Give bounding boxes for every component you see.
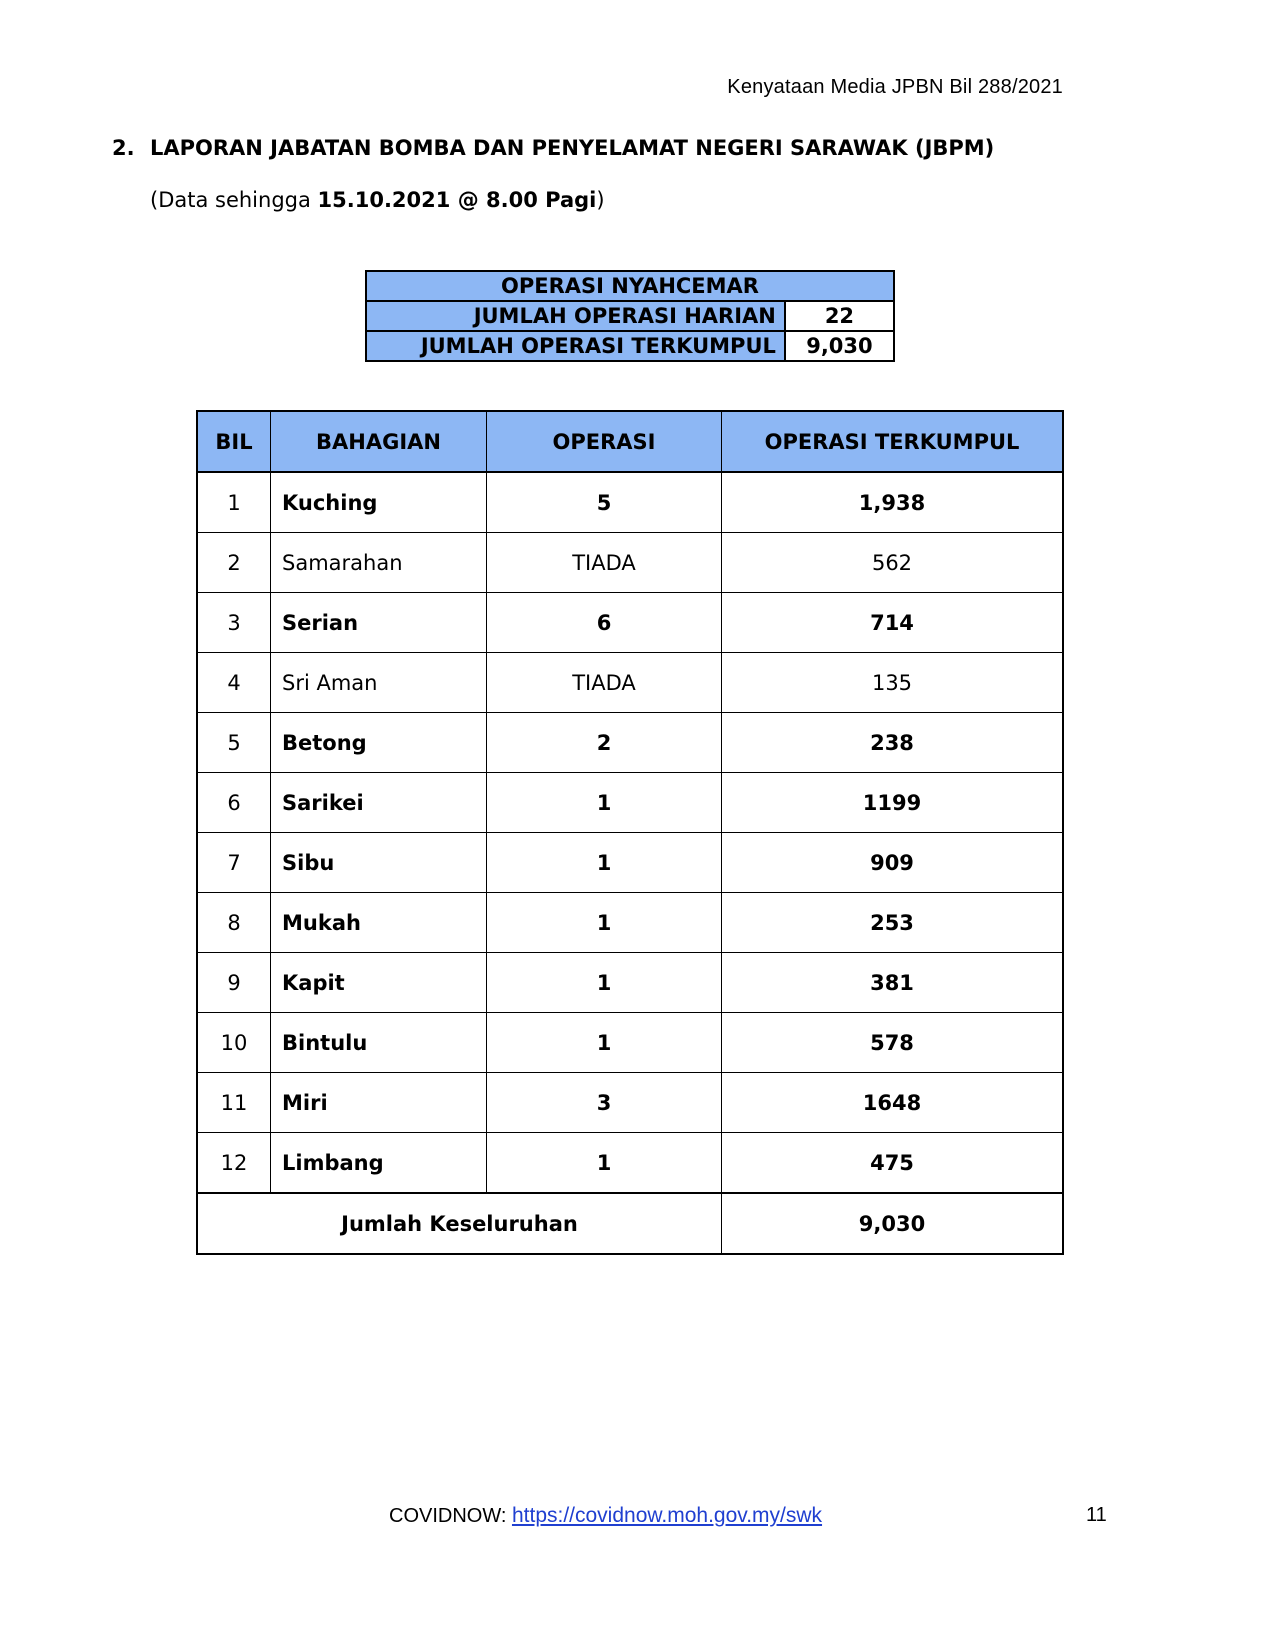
row-operasi-terkumpul: 909 bbox=[722, 833, 1064, 893]
row-bil: 11 bbox=[197, 1073, 271, 1133]
page-number: 11 bbox=[1086, 1504, 1107, 1526]
section-title: LAPORAN JABATAN BOMBA DAN PENYELAMAT NEGERI SARAWAK (JBPM) bbox=[150, 136, 995, 160]
row-bil: 5 bbox=[197, 713, 271, 773]
row-operasi: TIADA bbox=[487, 533, 722, 593]
row-operasi-terkumpul: 578 bbox=[722, 1013, 1064, 1073]
header-bahagian: BAHAGIAN bbox=[271, 411, 487, 472]
table-row bbox=[197, 533, 1063, 593]
row-operasi-terkumpul: 381 bbox=[722, 953, 1064, 1013]
total-label: Jumlah Keseluruhan bbox=[197, 1193, 722, 1254]
header-bil: BIL bbox=[197, 411, 271, 472]
total-value: 9,030 bbox=[722, 1193, 1064, 1254]
row-bil: 1 bbox=[197, 472, 271, 533]
table-body bbox=[197, 472, 1063, 1193]
row-operasi-terkumpul: 1,938 bbox=[722, 472, 1064, 533]
header-operasi: OPERASI bbox=[487, 411, 722, 472]
row-operasi-terkumpul: 253 bbox=[722, 893, 1064, 953]
table-row bbox=[197, 1013, 1063, 1073]
note-prefix: (Data sehingga bbox=[150, 188, 318, 212]
row-operasi-terkumpul: 475 bbox=[722, 1133, 1064, 1194]
row-bahagian: Sri Aman bbox=[271, 653, 487, 713]
summary-title: OPERASI NYAHCEMAR bbox=[366, 271, 894, 301]
row-bahagian: Sibu bbox=[271, 833, 487, 893]
table-row bbox=[197, 953, 1063, 1013]
row-operasi: 6 bbox=[487, 593, 722, 653]
daily-operations-value: 22 bbox=[785, 301, 894, 331]
daily-operations-label: JUMLAH OPERASI HARIAN bbox=[366, 301, 785, 331]
row-operasi: 1 bbox=[487, 893, 722, 953]
header-operasi-terkumpul: OPERASI TERKUMPUL bbox=[722, 411, 1064, 472]
table-row bbox=[197, 773, 1063, 833]
row-operasi-terkumpul: 238 bbox=[722, 713, 1064, 773]
row-bil: 10 bbox=[197, 1013, 271, 1073]
table-row bbox=[197, 1073, 1063, 1133]
covidnow-link[interactable]: https://covidnow.moh.gov.my/swk bbox=[511, 1504, 823, 1527]
table-row bbox=[197, 833, 1063, 893]
total-row bbox=[197, 1193, 1063, 1254]
row-operasi: TIADA bbox=[487, 653, 722, 713]
table-row bbox=[197, 893, 1063, 953]
row-operasi: 3 bbox=[487, 1073, 722, 1133]
row-bahagian: Limbang bbox=[271, 1133, 487, 1194]
row-bil: 4 bbox=[197, 653, 271, 713]
note-suffix: ) bbox=[596, 188, 605, 212]
row-bahagian: Kapit bbox=[271, 953, 487, 1013]
row-bil: 2 bbox=[197, 533, 271, 593]
row-operasi: 1 bbox=[487, 773, 722, 833]
note-date: 15.10.2021 @ 8.00 Pagi bbox=[317, 188, 597, 212]
row-operasi-terkumpul: 714 bbox=[722, 593, 1064, 653]
row-operasi-terkumpul: 1199 bbox=[722, 773, 1064, 833]
table-row bbox=[197, 713, 1063, 773]
row-operasi: 1 bbox=[487, 1013, 722, 1073]
row-bil: 3 bbox=[197, 593, 271, 653]
row-operasi-terkumpul: 1648 bbox=[722, 1073, 1064, 1133]
row-bahagian: Mukah bbox=[271, 893, 487, 953]
footer-label: COVIDNOW: bbox=[389, 1505, 512, 1527]
footer-source bbox=[389, 1504, 822, 1528]
cumulative-operations-value: 9,030 bbox=[785, 331, 894, 361]
row-bahagian: Miri bbox=[271, 1073, 487, 1133]
row-operasi: 1 bbox=[487, 1133, 722, 1194]
document-reference: Kenyataan Media JPBN Bil 288/2021 bbox=[727, 76, 1063, 98]
row-bahagian: Kuching bbox=[271, 472, 487, 533]
row-operasi: 1 bbox=[487, 953, 722, 1013]
cumulative-operations-label: JUMLAH OPERASI TERKUMPUL bbox=[366, 331, 785, 361]
row-bil: 9 bbox=[197, 953, 271, 1013]
row-bahagian: Sarikei bbox=[271, 773, 487, 833]
row-operasi: 2 bbox=[487, 713, 722, 773]
row-operasi: 5 bbox=[487, 472, 722, 533]
row-operasi-terkumpul: 562 bbox=[722, 533, 1064, 593]
data-timestamp-note bbox=[150, 188, 605, 212]
row-bil: 8 bbox=[197, 893, 271, 953]
table-row bbox=[197, 593, 1063, 653]
summary-table bbox=[365, 270, 895, 362]
row-operasi-terkumpul: 135 bbox=[722, 653, 1064, 713]
row-bil: 12 bbox=[197, 1133, 271, 1194]
row-bahagian: Serian bbox=[271, 593, 487, 653]
section-heading bbox=[112, 136, 994, 160]
table-row bbox=[197, 653, 1063, 713]
table-row bbox=[197, 472, 1063, 533]
row-bil: 6 bbox=[197, 773, 271, 833]
table-row bbox=[197, 1133, 1063, 1194]
row-bahagian: Samarahan bbox=[271, 533, 487, 593]
row-operasi: 1 bbox=[487, 833, 722, 893]
row-bahagian: Bintulu bbox=[271, 1013, 487, 1073]
division-operations-table bbox=[196, 410, 1064, 1255]
row-bil: 7 bbox=[197, 833, 271, 893]
table-header-row bbox=[197, 411, 1063, 472]
section-number: 2. bbox=[112, 136, 135, 160]
row-bahagian: Betong bbox=[271, 713, 487, 773]
